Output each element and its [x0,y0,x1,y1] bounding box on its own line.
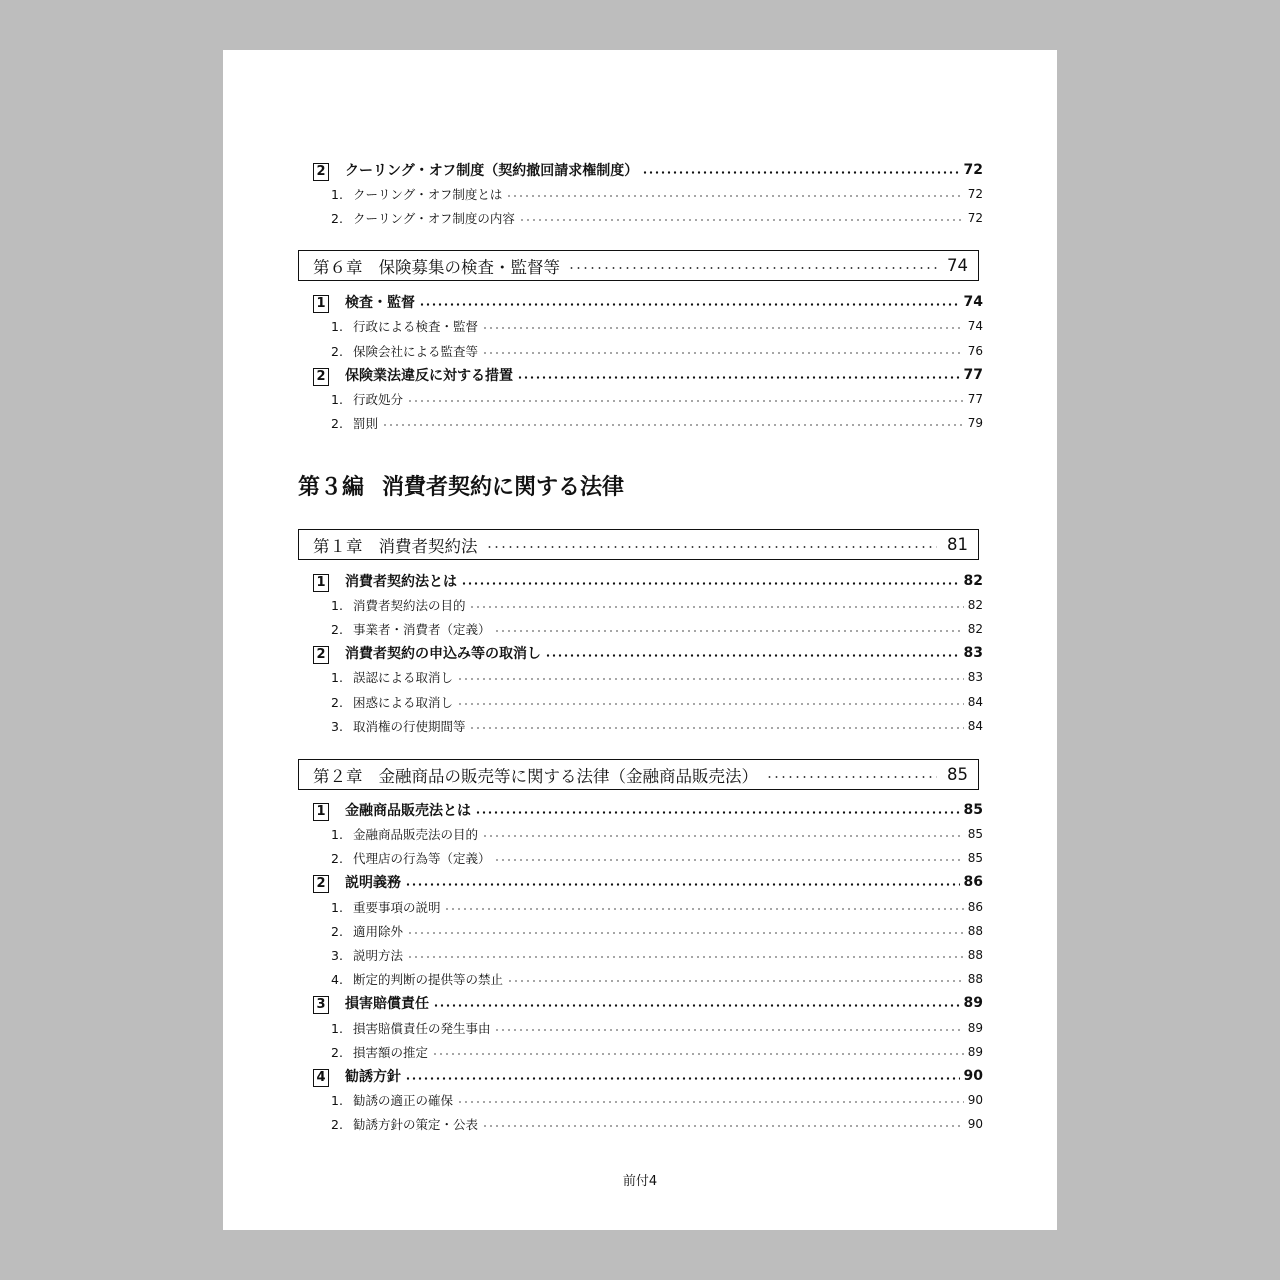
dot-leader [457,1101,964,1103]
entry-page-number: 90 [967,1117,983,1131]
entry-label [331,1019,490,1037]
chapter-title: 消費者契約法 [378,536,478,556]
dot-leader [506,195,963,197]
section-entry[interactable] [313,870,983,894]
subsection-entry[interactable] [331,617,983,641]
item-index: 1. [331,392,343,407]
entry-title: 事業者・消費者（定義） [352,622,491,637]
section-number-badge: 1 [313,803,329,821]
subsection-entry[interactable] [331,593,983,617]
entry-label [331,1091,453,1109]
chapter-number: 第１章 [313,536,363,556]
entry-title: 行政による検査・監督 [352,319,478,334]
entry-page-number: 86 [967,900,983,914]
entry-page-number: 74 [967,319,983,333]
entry-title: クーリング・オフ制度の内容 [352,211,515,226]
entry-title: 適用除外 [352,924,403,939]
part-title: 消費者契約に関する法律 [382,475,625,500]
entry-page-number: 85 [967,827,983,841]
entry-label [331,946,403,964]
entry-title: 保険会社による監査等 [352,344,478,359]
section-entry[interactable] [313,991,983,1015]
section-number-badge: 1 [313,574,329,592]
subsection-entry[interactable] [331,206,983,230]
entry-label [331,1115,478,1133]
subsection-entry[interactable] [331,846,983,870]
item-index: 2. [331,695,343,710]
entry-label [331,717,465,735]
entry-page-number: 82 [967,622,983,636]
entry-page-number: 89 [967,1045,983,1059]
entry-title: 勧誘方針 [345,1068,401,1085]
entry-label [331,596,465,614]
dot-leader [642,171,959,174]
item-index: 1. [331,598,343,613]
entry-page-number: 88 [967,948,983,962]
entry-title: 重要事項の説明 [352,900,441,915]
entry-title: 損害額の推定 [352,1045,428,1060]
entry-title: 勧誘方針の策定・公表 [352,1117,478,1132]
item-index: 2. [331,344,343,359]
entry-page-number: 79 [967,416,983,430]
item-index: 3. [331,719,343,734]
subsection-entry[interactable] [331,943,983,967]
subsection-entry[interactable] [331,411,983,435]
dot-leader [444,908,963,910]
entry-title: 勧誘の適正の確保 [352,1093,453,1108]
entry-page-number: 74 [963,294,983,310]
entry-page-number: 83 [967,670,983,684]
chapter-number: 第２章 [313,766,363,786]
entry-label [313,993,429,1014]
entry-label [313,1066,401,1087]
chapter-heading[interactable] [298,759,979,790]
part-heading [298,470,624,501]
item-index: 2. [331,622,343,637]
subsection-entry[interactable] [331,1016,983,1040]
dot-leader [407,932,964,934]
entry-label [331,922,403,940]
entry-page-number: 72 [967,211,983,225]
entry-title: 保険業法違反に対する措置 [345,367,513,384]
entry-label [313,872,401,893]
dot-leader [545,654,960,657]
dot-leader [432,1053,964,1055]
entry-label [331,185,502,203]
dot-leader [457,703,964,705]
dot-leader [457,678,964,680]
section-number-badge: 1 [313,295,329,313]
subsection-entry[interactable] [331,1088,983,1112]
subsection-entry[interactable] [331,182,983,206]
item-index: 1. [331,187,343,202]
entry-title: 損害賠償責任 [345,995,429,1012]
subsection-entry[interactable] [331,387,983,411]
section-number-badge: 4 [313,1069,329,1087]
item-index: 1. [331,1021,343,1036]
chapter-title: 金融商品の販売等に関する法律（金融商品販売法） [378,766,758,786]
item-index: 1. [331,1093,343,1108]
entry-label [331,414,378,432]
subsection-entry[interactable] [331,714,983,738]
dot-leader [486,546,938,548]
entry-page-number: 88 [967,924,983,938]
chapter-heading[interactable] [298,250,979,281]
entry-page-number: 83 [963,645,983,661]
entry-page-number: 89 [963,995,983,1011]
subsection-entry[interactable] [331,690,983,714]
subsection-entry[interactable] [331,314,983,338]
dot-leader [482,352,964,354]
entry-page-number: 86 [963,874,983,890]
subsection-entry[interactable] [331,822,983,846]
section-entry[interactable] [313,569,983,593]
dot-leader [469,727,963,729]
dot-leader [407,956,964,958]
chapter-page-number: 81 [947,535,968,554]
entry-page-number: 84 [967,695,983,709]
entry-label [313,365,513,386]
section-entry[interactable] [313,641,983,665]
dot-leader [469,606,963,608]
entry-page-number: 85 [963,802,983,818]
entry-label [313,292,415,313]
entry-title: 消費者契約法の目的 [352,598,466,613]
entry-page-number: 77 [967,392,983,406]
entry-title: 罰則 [352,416,378,431]
entry-title: 行政処分 [352,392,403,407]
section-entry[interactable] [313,290,983,314]
entry-title: 困惑による取消し [352,695,453,710]
entry-label [331,693,453,711]
section-entry[interactable] [313,798,983,822]
subsection-entry[interactable] [331,967,983,991]
dot-leader [475,811,960,814]
entry-title: 説明方法 [352,948,403,963]
section-number-badge: 2 [313,163,329,181]
entry-page-number: 84 [967,719,983,733]
section-number-badge: 3 [313,996,329,1014]
entry-label [331,620,490,638]
item-index: 2. [331,924,343,939]
dot-leader [461,582,960,585]
dot-leader [482,1125,964,1127]
entry-label [331,898,440,916]
item-index: 1. [331,900,343,915]
entry-label [331,317,478,335]
entry-label [331,209,515,227]
subsection-entry[interactable] [331,1112,983,1136]
entry-title: 消費者契約法とは [345,573,457,590]
entry-title: 代理店の行為等（定義） [352,851,491,866]
entry-label [331,342,478,360]
entry-title: 誤認による取消し [352,670,453,685]
dot-leader [494,859,963,861]
entry-page-number: 90 [967,1093,983,1107]
dot-leader [405,1077,960,1080]
section-number-badge: 2 [313,875,329,893]
dot-leader [519,219,964,221]
entry-page-number: 77 [963,367,983,383]
chapter-heading[interactable] [298,529,979,560]
chapter-page-number: 74 [947,256,968,275]
item-index: 3. [331,948,343,963]
chapter-page-number: 85 [947,765,968,784]
section-entry[interactable] [313,1064,983,1088]
entry-page-number: 85 [967,851,983,865]
section-entry[interactable] [313,363,983,387]
subsection-entry[interactable] [331,665,983,689]
item-index: 2. [331,211,343,226]
entry-page-number: 89 [967,1021,983,1035]
entry-title: クーリング・オフ制度（契約撤回請求権制度） [345,162,639,179]
entry-label [331,1043,428,1061]
dot-leader [482,835,964,837]
entry-label [331,970,503,988]
entry-label [313,160,638,181]
dot-leader [507,980,964,982]
item-index: 2. [331,851,343,866]
section-number-badge: 2 [313,368,329,386]
document-page [223,50,1057,1230]
subsection-entry[interactable] [331,895,983,919]
entry-label [313,643,541,664]
entry-label [331,390,403,408]
entry-title: 損害賠償責任の発生事由 [352,1021,491,1036]
item-index: 2. [331,1045,343,1060]
subsection-entry[interactable] [331,339,983,363]
item-index: 1. [331,670,343,685]
entry-label [331,849,490,867]
dot-leader [419,303,960,306]
subsection-entry[interactable] [331,1040,983,1064]
entry-title: 取消権の行使期間等 [352,719,466,734]
dot-leader [517,376,960,379]
dot-leader [405,883,960,886]
dot-leader [568,267,937,269]
item-index: 1. [331,827,343,842]
dot-leader [407,400,964,402]
entry-title: 金融商品販売法の目的 [352,827,478,842]
dot-leader [494,630,963,632]
chapter-title: 保険募集の検査・監督等 [378,257,560,277]
dot-leader [382,424,964,426]
chapter-number: 第６章 [313,257,363,277]
entry-title: 説明義務 [345,874,401,891]
item-index: 2. [331,1117,343,1132]
page-footer: 前付4 [622,1174,658,1189]
entry-page-number: 72 [967,187,983,201]
entry-page-number: 76 [967,344,983,358]
item-index: 2. [331,416,343,431]
section-number-badge: 2 [313,646,329,664]
entry-label [313,571,457,592]
subsection-entry[interactable] [331,919,983,943]
dot-leader [766,776,937,778]
entry-page-number: 82 [963,573,983,589]
item-index: 1. [331,319,343,334]
dot-leader [433,1004,960,1007]
entry-title: 検査・監督 [345,294,415,311]
entry-page-number: 72 [963,162,983,178]
entry-label [313,800,471,821]
entry-page-number: 88 [967,972,983,986]
entry-label [331,825,478,843]
entry-title: クーリング・オフ制度とは [352,187,503,202]
entry-page-number: 90 [963,1068,983,1084]
entry-page-number: 82 [967,598,983,612]
dot-leader [482,327,964,329]
dot-leader [494,1029,963,1031]
entry-label [331,668,453,686]
section-entry[interactable] [313,158,983,182]
part-number: 第３編 [298,475,365,500]
entry-title: 断定的判断の提供等の禁止 [352,972,503,987]
entry-title: 金融商品販売法とは [345,802,471,819]
item-index: 4. [331,972,343,987]
entry-title: 消費者契約の申込み等の取消し [345,645,541,662]
